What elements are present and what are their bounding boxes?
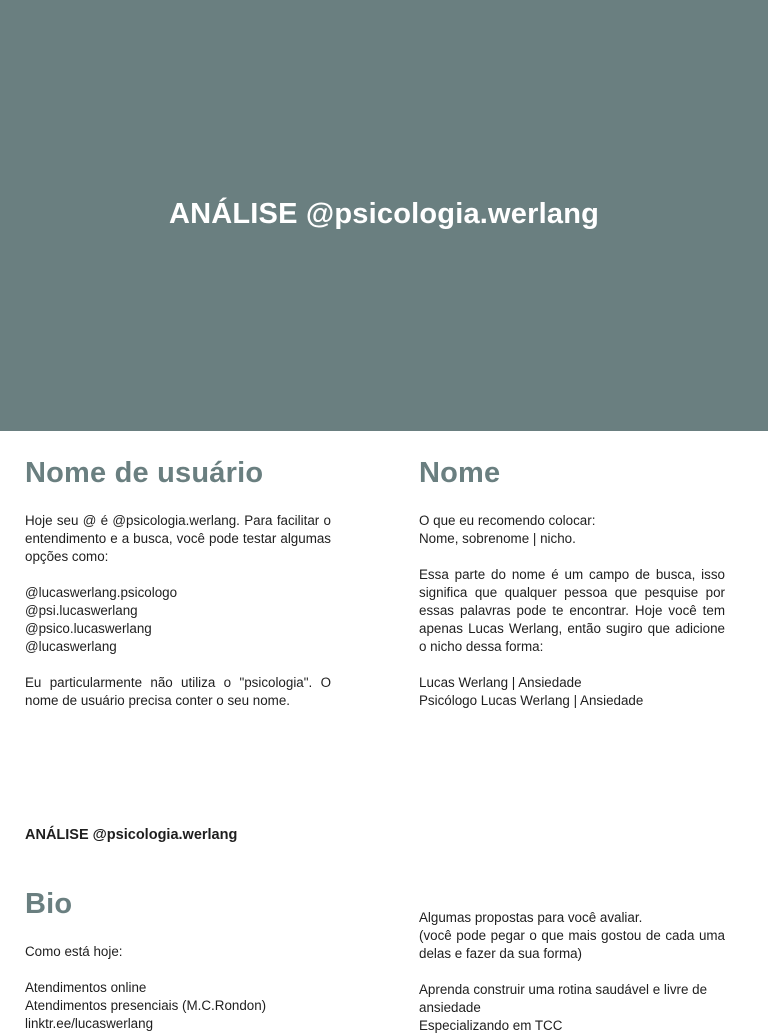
bio-proposals	[419, 909, 725, 1035]
bio-current-label: Como está hoje:	[25, 944, 123, 959]
name-section	[419, 456, 725, 710]
username-option: @lucaswerlang.psicologo	[25, 585, 178, 600]
bio-heading: Bio	[25, 888, 73, 920]
username-option: @lucaswerlang	[25, 639, 117, 654]
bio-proposal: Aprenda construir uma rotina saudável e livre de ansiedade	[419, 982, 708, 1015]
username-body	[25, 512, 331, 710]
bio-proposals-intro: Algumas propostas para você avaliar.	[419, 910, 643, 925]
name-example: Lucas Werlang | Ansiedade	[419, 675, 582, 690]
name-example: Psicólogo Lucas Werlang | Ansiedade	[419, 693, 644, 708]
bio-current-line: linktr.ee/lucaswerlang	[25, 1016, 154, 1031]
username-option: @psico.lucaswerlang	[25, 621, 152, 636]
name-recommend-label: O que eu recomendo colocar:	[419, 513, 596, 528]
username-note: Eu particularmente não utiliza o "psicologia". O nome de usuário precisa conter o seu nome.	[25, 675, 331, 708]
bio-proposals-body	[419, 909, 725, 1035]
bio-current	[25, 943, 331, 1033]
name-heading: Nome	[419, 457, 501, 489]
banner-title: ANÁLISE @psicologia.werlang	[168, 198, 600, 230]
bio-current-line: Atendimentos presenciais (M.C.Rondon)	[25, 998, 267, 1013]
username-section	[25, 456, 331, 710]
bio-current-line: Atendimentos online	[25, 980, 147, 995]
name-recommend-format: Nome, sobrenome | nicho.	[419, 531, 576, 546]
cover-banner	[0, 0, 768, 431]
name-explanation: Essa parte do nome é um campo de busca, isso significa que qualquer pessoa que pesquise por essas palavras pode te encontrar. Hoje você tem apenas Lucas Werlang, então sugiro que adicione o nicho dessa forma:	[419, 567, 725, 654]
username-option: @psi.lucaswerlang	[25, 603, 138, 618]
bio-section	[25, 887, 331, 1033]
bio-proposals-note: (você pode pegar o que mais gostou de cada uma delas e fazer da sua forma)	[419, 928, 725, 961]
name-body	[419, 512, 725, 710]
bio-proposal: Especializando em TCC	[419, 1018, 563, 1033]
username-heading: Nome de usuário	[25, 457, 264, 489]
section-title: ANÁLISE @psicologia.werlang	[25, 827, 238, 843]
username-intro: Hoje seu @ é @psicologia.werlang. Para facilitar o entendimento e a busca, você pode testar algumas opções como:	[25, 513, 331, 564]
